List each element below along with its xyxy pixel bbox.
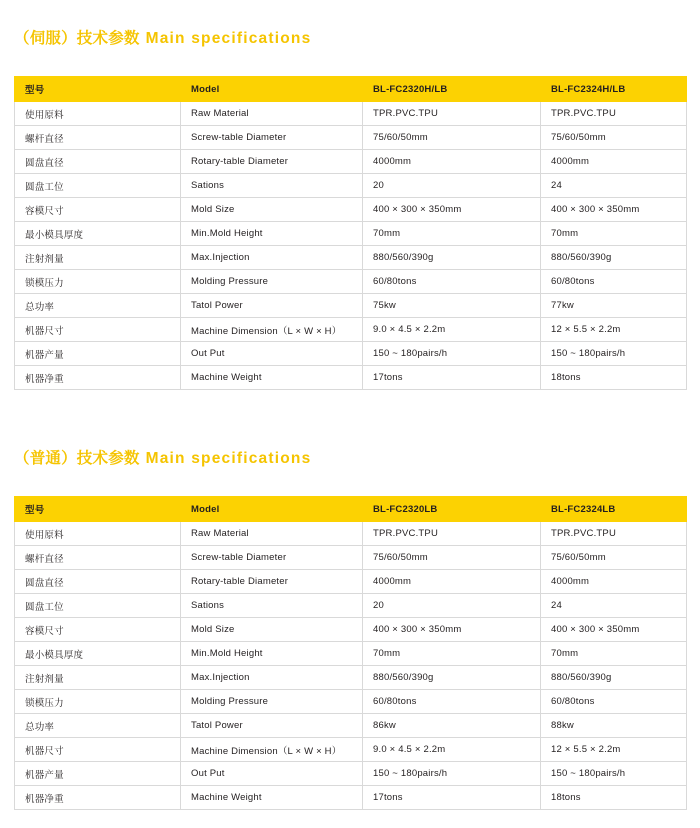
servo-cell: Raw Material — [181, 102, 363, 126]
servo-cell: Machine Dimension（L × W × H） — [181, 318, 363, 342]
standard-cell: 88kw — [541, 714, 687, 738]
servo-cell: Min.Mold Height — [181, 222, 363, 246]
servo-header-cell: BL-FC2324H/LB — [541, 77, 687, 102]
table-row — [15, 318, 687, 342]
standard-cell: Screw-table Diameter — [181, 546, 363, 570]
standard-section-title-en: Main specifications — [145, 450, 312, 467]
servo-cell: 75kw — [363, 294, 541, 318]
table-row — [15, 246, 687, 270]
standard-cell: 880/560/390g — [541, 666, 687, 690]
servo-cell: TPR.PVC.TPU — [541, 102, 687, 126]
standard-cell: 机器产量 — [15, 762, 181, 786]
table-row — [15, 294, 687, 318]
standard-cell: Out Put — [181, 762, 363, 786]
standard-cell: TPR.PVC.TPU — [363, 522, 541, 546]
top-spacer — [14, 0, 686, 14]
table-row — [15, 174, 687, 198]
servo-section-title-cn: （伺服）技术参数 — [14, 30, 140, 47]
servo-cell: 锁模压力 — [15, 270, 181, 294]
standard-cell: Tatol Power — [181, 714, 363, 738]
servo-cell: 20 — [363, 174, 541, 198]
servo-cell: 400 × 300 × 350mm — [363, 198, 541, 222]
servo-header-cell: 型号 — [15, 77, 181, 102]
servo-cell: 400 × 300 × 350mm — [541, 198, 687, 222]
standard-cell: 机器尺寸 — [15, 738, 181, 762]
servo-cell: 机器尺寸 — [15, 318, 181, 342]
servo-specifications-table — [14, 76, 687, 390]
table-row — [15, 570, 687, 594]
standard-cell: 17tons — [363, 786, 541, 810]
servo-cell: 18tons — [541, 366, 687, 390]
standard-cell: Mold Size — [181, 618, 363, 642]
standard-cell: Machine Weight — [181, 786, 363, 810]
standard-cell: 螺杆直径 — [15, 546, 181, 570]
servo-cell: 70mm — [541, 222, 687, 246]
standard-cell: Rotary-table Diameter — [181, 570, 363, 594]
servo-table-header-row — [15, 77, 687, 102]
standard-cell: Molding Pressure — [181, 690, 363, 714]
servo-cell: 圆盘工位 — [15, 174, 181, 198]
table-row — [15, 222, 687, 246]
standard-header-cell: BL-FC2324LB — [541, 497, 687, 522]
servo-cell: 机器净重 — [15, 366, 181, 390]
table-row — [15, 642, 687, 666]
standard-table-body — [15, 497, 687, 810]
servo-cell: Mold Size — [181, 198, 363, 222]
standard-table-header-row — [15, 497, 687, 522]
servo-specifications-section — [14, 14, 686, 390]
table-row — [15, 342, 687, 366]
table-row — [15, 786, 687, 810]
standard-section-title — [14, 434, 686, 478]
table-row — [15, 126, 687, 150]
standard-specifications-table — [14, 496, 687, 810]
table-row — [15, 102, 687, 126]
standard-cell: 圆盘直径 — [15, 570, 181, 594]
table-row — [15, 594, 687, 618]
servo-cell: Machine Weight — [181, 366, 363, 390]
standard-cell: TPR.PVC.TPU — [541, 522, 687, 546]
servo-cell: 圆盘直径 — [15, 150, 181, 174]
standard-cell: 86kw — [363, 714, 541, 738]
servo-cell: 螺杆直径 — [15, 126, 181, 150]
servo-table-body — [15, 77, 687, 390]
standard-cell: Min.Mold Height — [181, 642, 363, 666]
standard-cell: 18tons — [541, 786, 687, 810]
section-spacer — [14, 390, 686, 434]
servo-section-title-en: Main specifications — [145, 30, 312, 47]
standard-cell: Raw Material — [181, 522, 363, 546]
table-row — [15, 150, 687, 174]
table-row — [15, 690, 687, 714]
standard-cell: 150 ~ 180pairs/h — [363, 762, 541, 786]
servo-cell: 容模尺寸 — [15, 198, 181, 222]
standard-cell: 70mm — [541, 642, 687, 666]
standard-header-cell: 型号 — [15, 497, 181, 522]
servo-cell: 150 ~ 180pairs/h — [541, 342, 687, 366]
table-row — [15, 714, 687, 738]
servo-cell: Molding Pressure — [181, 270, 363, 294]
table-row — [15, 522, 687, 546]
standard-cell: 75/60/50mm — [541, 546, 687, 570]
standard-cell: 400 × 300 × 350mm — [363, 618, 541, 642]
servo-cell: 总功率 — [15, 294, 181, 318]
table-row — [15, 738, 687, 762]
standard-cell: 12 × 5.5 × 2.2m — [541, 738, 687, 762]
servo-cell: 24 — [541, 174, 687, 198]
standard-header-cell: Model — [181, 497, 363, 522]
servo-cell: Rotary-table Diameter — [181, 150, 363, 174]
standard-cell: 最小模具厚度 — [15, 642, 181, 666]
table-row — [15, 366, 687, 390]
standard-cell: 20 — [363, 594, 541, 618]
standard-cell: 9.0 × 4.5 × 2.2m — [363, 738, 541, 762]
standard-cell: 880/560/390g — [363, 666, 541, 690]
servo-cell: 4000mm — [363, 150, 541, 174]
standard-specifications-section — [14, 434, 686, 810]
standard-header-cell: BL-FC2320LB — [363, 497, 541, 522]
servo-cell: 880/560/390g — [541, 246, 687, 270]
servo-cell: Tatol Power — [181, 294, 363, 318]
servo-cell: 75/60/50mm — [541, 126, 687, 150]
servo-cell: 12 × 5.5 × 2.2m — [541, 318, 687, 342]
servo-cell: 17tons — [363, 366, 541, 390]
standard-cell: 60/80tons — [363, 690, 541, 714]
standard-cell: 使用原料 — [15, 522, 181, 546]
servo-cell: 150 ~ 180pairs/h — [363, 342, 541, 366]
standard-cell: 150 ~ 180pairs/h — [541, 762, 687, 786]
standard-cell: 机器净重 — [15, 786, 181, 810]
servo-cell: TPR.PVC.TPU — [363, 102, 541, 126]
servo-section-title — [14, 14, 686, 58]
servo-cell: Sations — [181, 174, 363, 198]
standard-cell: 24 — [541, 594, 687, 618]
servo-header-cell: Model — [181, 77, 363, 102]
table-row — [15, 198, 687, 222]
standard-section-title-cn: （普通）技术参数 — [14, 450, 140, 467]
standard-cell: 总功率 — [15, 714, 181, 738]
servo-cell: 使用原料 — [15, 102, 181, 126]
standard-cell: 容模尺寸 — [15, 618, 181, 642]
servo-cell: 注射剂量 — [15, 246, 181, 270]
standard-cell: 70mm — [363, 642, 541, 666]
servo-cell: 77kw — [541, 294, 687, 318]
standard-cell: Sations — [181, 594, 363, 618]
table-row — [15, 666, 687, 690]
servo-header-cell: BL-FC2320H/LB — [363, 77, 541, 102]
table-row — [15, 270, 687, 294]
servo-cell: Out Put — [181, 342, 363, 366]
standard-cell: 圆盘工位 — [15, 594, 181, 618]
standard-cell: 锁模压力 — [15, 690, 181, 714]
table-row — [15, 762, 687, 786]
table-row — [15, 618, 687, 642]
standard-cell: 4000mm — [363, 570, 541, 594]
servo-cell: 机器产量 — [15, 342, 181, 366]
servo-cell: 75/60/50mm — [363, 126, 541, 150]
servo-cell: Screw-table Diameter — [181, 126, 363, 150]
servo-cell: 70mm — [363, 222, 541, 246]
standard-cell: Max.Injection — [181, 666, 363, 690]
servo-cell: 60/80tons — [541, 270, 687, 294]
standard-cell: 注射剂量 — [15, 666, 181, 690]
standard-cell: 4000mm — [541, 570, 687, 594]
servo-cell: 4000mm — [541, 150, 687, 174]
servo-cell: 60/80tons — [363, 270, 541, 294]
servo-cell: Max.Injection — [181, 246, 363, 270]
standard-cell: 75/60/50mm — [363, 546, 541, 570]
servo-cell: 880/560/390g — [363, 246, 541, 270]
standard-cell: 400 × 300 × 350mm — [541, 618, 687, 642]
standard-cell: 60/80tons — [541, 690, 687, 714]
table-row — [15, 546, 687, 570]
standard-cell: Machine Dimension（L × W × H） — [181, 738, 363, 762]
servo-cell: 最小模具厚度 — [15, 222, 181, 246]
servo-cell: 9.0 × 4.5 × 2.2m — [363, 318, 541, 342]
